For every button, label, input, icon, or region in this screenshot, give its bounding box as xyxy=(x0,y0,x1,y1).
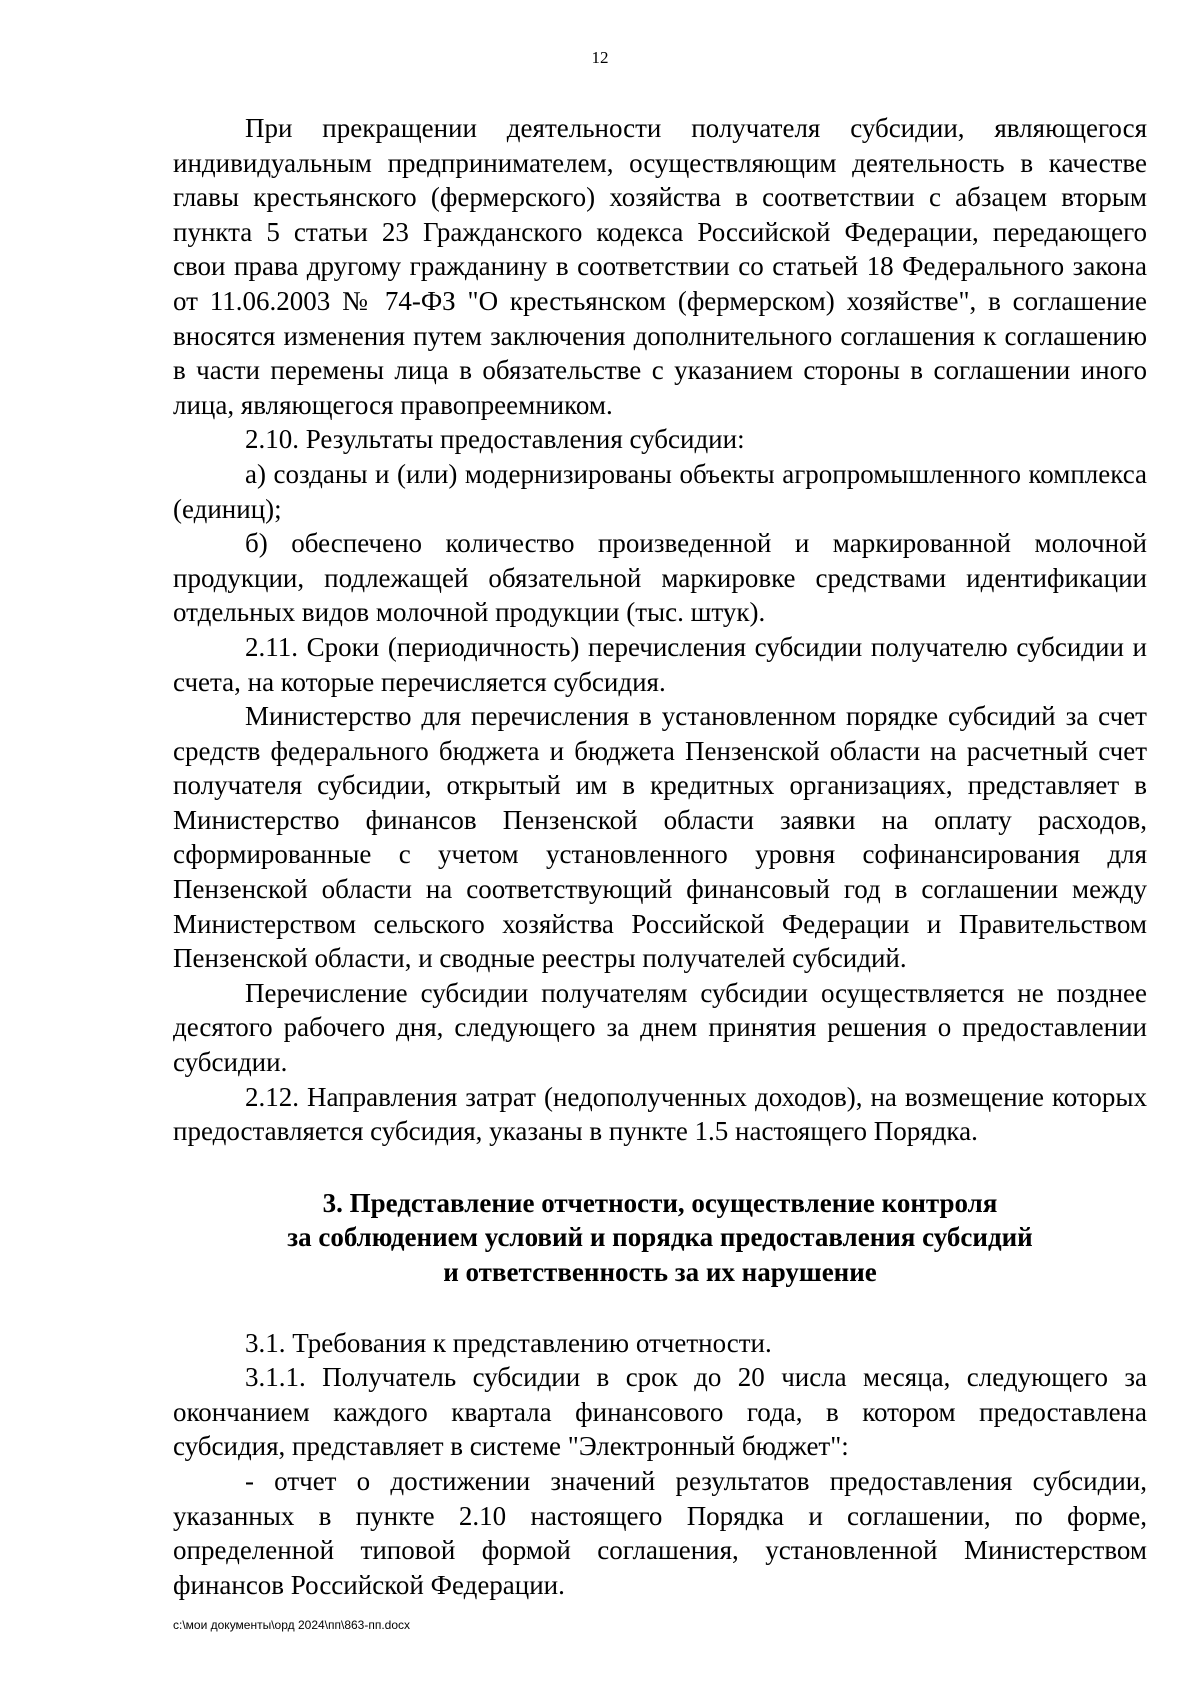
paragraph-2-11: 2.11. Сроки (периодичность) перечисления субсидии получателю субсидии и счета, на которые перечисляется субсидия. xyxy=(173,631,1147,697)
paragraph-ministry-transfer: Министерство для перечисления в установленном порядке субсидий за счет средств федерального бюджета и бюджета Пензенской области на расчетный счет получателя субсидии, открытый им в кредитных организациях, представляет в Министерство финансов Пензенской области заявки на оплату расходов, сформированные с учетом установленного уровня софинансирования для Пензенской области на соответствующий финансовый год в соглашении между Министерством сельского хозяйства Российской Федерации и Правительством Пензенской области, и сводные реестры получателей субсидий. xyxy=(173,701,1147,974)
section-heading-line: за соблюдением условий и порядка предоставления субсидий xyxy=(287,1222,1033,1253)
paragraph-report-item: - отчет о достижении значений результатов предоставления субсидии, указанных в пункте 2.10 настоящего Порядка и соглашении, по форме, определенной типовой формой соглашения, установленной Министерством финансов Российской Федерации. xyxy=(173,1465,1147,1600)
paragraph-2-10-b: б) обеспечено количество произведенной и маркированной молочной продукции, подлежащей обязательной маркировке средствами идентификации отдельных видов молочной продукции (тыс. штук). xyxy=(173,528,1147,628)
paragraph-transfer-deadline: Перечисление субсидии получателям субсидии осуществляется не позднее десятого рабочего дня, следующего за днем принятия решения о предоставлении субсидии. xyxy=(173,977,1147,1078)
section-3-heading xyxy=(173,1186,1147,1290)
paragraph-successor: При прекращении деятельности получателя субсидии, являющегося индивидуальным предпринимателем, осуществляющим деятельность в качестве главы крестьянского (фермерского) хозяйства в соответствии с абзацем вторым пункта 5 статьи 23 Гражданского кодекса Российской Федерации, передающего свои права другому гражданину в соответствии со статьей 18 Федерального закона от 11.06.2003 № 74-ФЗ "О крестьянском (фермерском) хозяйстве", в соглашение вносятся изменения путем заключения дополнительного соглашения к соглашению в части перемены лица в обязательстве с указанием стороны в соглашении иного лица, являющегося правопреемником. xyxy=(173,113,1147,420)
section-heading-line: и ответственность за их нарушение xyxy=(443,1257,877,1287)
document-body xyxy=(173,111,1147,1602)
paragraph-2-10-a: а) созданы и (или) модернизированы объекты агропромышленного комплекса (единиц); xyxy=(173,458,1147,524)
paragraph-3-1: 3.1. Требования к представлению отчетности. xyxy=(245,1327,772,1358)
footer-file-path: c:\мои документы\орд 2024\пп\863-пп.docx xyxy=(173,1618,411,1632)
paragraph-3-1-1: 3.1.1. Получатель субсидии в срок до 20 числа месяца, следующего за окончанием каждого квартала финансового года, в котором предоставлена субсидия, представляет в системе "Электронный бюджет": xyxy=(173,1362,1147,1462)
paragraph-2-10: 2.10. Результаты предоставления субсидии: xyxy=(245,424,745,455)
paragraph-2-12: 2.12. Направления затрат (недополученных доходов), на возмещение которых предоставляется субсидия, указаны в пункте 1.5 настоящего Порядка. xyxy=(173,1081,1147,1147)
page-number: 12 xyxy=(591,48,609,67)
section-heading-line: 3. Представление отчетности, осуществление контроля xyxy=(322,1187,998,1218)
